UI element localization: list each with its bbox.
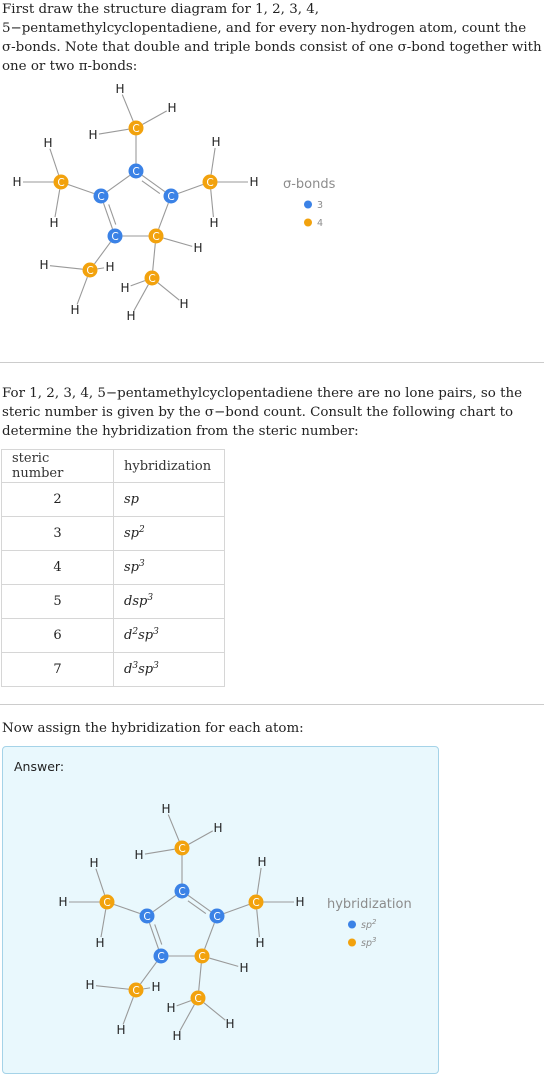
hydrogen-atom: H [166, 1001, 176, 1015]
legend-title: hybridization [327, 897, 412, 912]
hydrogen-atom: H [167, 101, 177, 115]
column-header-hybridization: hybridization [114, 450, 225, 483]
carbon-label: C [194, 992, 202, 1005]
carbon-label: C [178, 842, 186, 855]
carbon-label: C [97, 190, 105, 203]
bond-line [114, 904, 140, 913]
legend-title: σ-bonds [283, 177, 336, 192]
legend-item-label: $sp^2$ [361, 918, 377, 931]
intro-text: First draw the structure diagram for 1, 2, 3, 4, 5−pentamethylcyclopentadiene, and for every non-hydrogen atom, count the σ-bonds. Note that double and triple bonds consist of one σ-bond together with one or two π-bonds: [2, 2, 542, 74]
bond-line [168, 815, 179, 842]
bond-line [180, 1005, 194, 1031]
steric-number-cell: 6 [2, 619, 114, 653]
legend-item-label: $sp^3$ [361, 936, 377, 949]
hydrogen-atom: H [213, 821, 223, 835]
bond-line [101, 909, 106, 937]
hydrogen-atom: H [88, 128, 98, 142]
hybridization-cell: dsp$^3$ [114, 585, 225, 619]
molecule [58, 802, 304, 1043]
bond-line [209, 958, 238, 966]
hydrogen-atom: H [115, 82, 125, 96]
carbon-label: C [57, 176, 65, 189]
carbon-label: C [143, 910, 151, 923]
hydrogen-atom: H [116, 1023, 126, 1037]
column-header-steric-number: steric number [2, 450, 114, 483]
bond-line [177, 1001, 191, 1006]
steric-number-cell: 2 [2, 483, 114, 517]
bond-line [204, 1003, 226, 1020]
carbon-label: C [157, 950, 165, 963]
carbon-label: C [86, 264, 94, 277]
bond-line [149, 923, 158, 949]
steric-number-cell: 7 [2, 653, 114, 687]
hydrogen-atom: H [12, 175, 22, 189]
bond-line [205, 923, 215, 949]
hydrogen-atom: H [151, 980, 161, 994]
bond-line [123, 997, 133, 1024]
hydrogen-atom: H [43, 136, 53, 150]
answer-label: Answer: [14, 759, 65, 774]
bond-line [153, 895, 176, 911]
legend [327, 897, 412, 949]
carbon-label: C [103, 896, 111, 909]
carbon-label: C [111, 230, 119, 243]
hydrogen-atom: H [85, 978, 95, 992]
bond-line [224, 905, 249, 914]
legend-item-label: 4 [317, 218, 324, 229]
bond-line [257, 909, 260, 937]
hydrogen-atom: H [95, 936, 105, 950]
hydrogen-atom: H [105, 260, 115, 274]
carbon-label: C [132, 122, 140, 135]
carbon-label: C [167, 190, 175, 203]
hybridization-cell: $sp^3$ [114, 551, 225, 585]
steric-number-cell: 4 [2, 551, 114, 585]
hybridization-cell: sp [114, 483, 225, 517]
hydrogen-atom: H [239, 961, 249, 975]
steric-number-text: For 1, 2, 3, 4, 5−pentamethylcyclopentadiene there are no lone pairs, so the steric number is given by the σ−bond count. Consult the following chart to determine the hybridization from the steric number: [2, 386, 522, 439]
hydrogen-atom: H [134, 848, 144, 862]
hydrogen-atom: H [172, 1029, 182, 1043]
bond-line [189, 831, 213, 844]
hybridization-cell: $d^2sp^3$ [114, 619, 225, 653]
carbon-label: C [206, 176, 214, 189]
hydrogen-atom: H [120, 281, 130, 295]
hydrogen-atom: H [179, 297, 189, 311]
legend-swatch [348, 921, 356, 929]
hybridization-cell: $sp^2$ [114, 517, 225, 551]
hydrogen-atom: H [39, 258, 49, 272]
hydrogen-atom: H [225, 1017, 235, 1031]
carbon-label: C [132, 165, 140, 178]
hydrogen-atom: H [89, 856, 99, 870]
hydrogen-atom: H [249, 175, 259, 189]
hydrogen-atom: H [209, 216, 219, 230]
hydrogen-atom: H [255, 936, 265, 950]
hydrogen-atom: H [58, 895, 68, 909]
hydrogen-atom: H [49, 216, 59, 230]
hydrogen-atom: H [193, 241, 203, 255]
carbon-label: C [213, 910, 221, 923]
bond-line [257, 868, 261, 895]
hydrogen-atom: H [161, 802, 171, 816]
carbon-label: C [148, 272, 156, 285]
hydrogen-atom: H [211, 135, 221, 149]
bond-line [199, 963, 202, 990]
bond-line [145, 849, 175, 854]
hydrogen-atom: H [257, 855, 267, 869]
bond-line [96, 869, 105, 895]
steric-number-cell: 5 [2, 585, 114, 619]
carbon-label: C [178, 885, 186, 898]
hydrogen-atom: H [126, 309, 136, 323]
hybridization-cell: $d^3sp^3$ [114, 653, 225, 687]
bond-line [143, 988, 150, 989]
hydrogen-atom: H [70, 303, 80, 317]
carbon-label: C [198, 950, 206, 963]
double-bond-line [188, 901, 206, 914]
carbon-label: C [132, 984, 140, 997]
assign-text: Now assign the hybridization for each atom: [2, 721, 304, 736]
legend-item-label: 3 [317, 200, 324, 211]
carbon-label: C [252, 896, 260, 909]
steric-number-cell: 3 [2, 517, 114, 551]
carbon-label: C [152, 230, 160, 243]
legend-swatch [348, 939, 356, 947]
hydrogen-atom: H [295, 895, 305, 909]
bond-line [96, 986, 129, 990]
